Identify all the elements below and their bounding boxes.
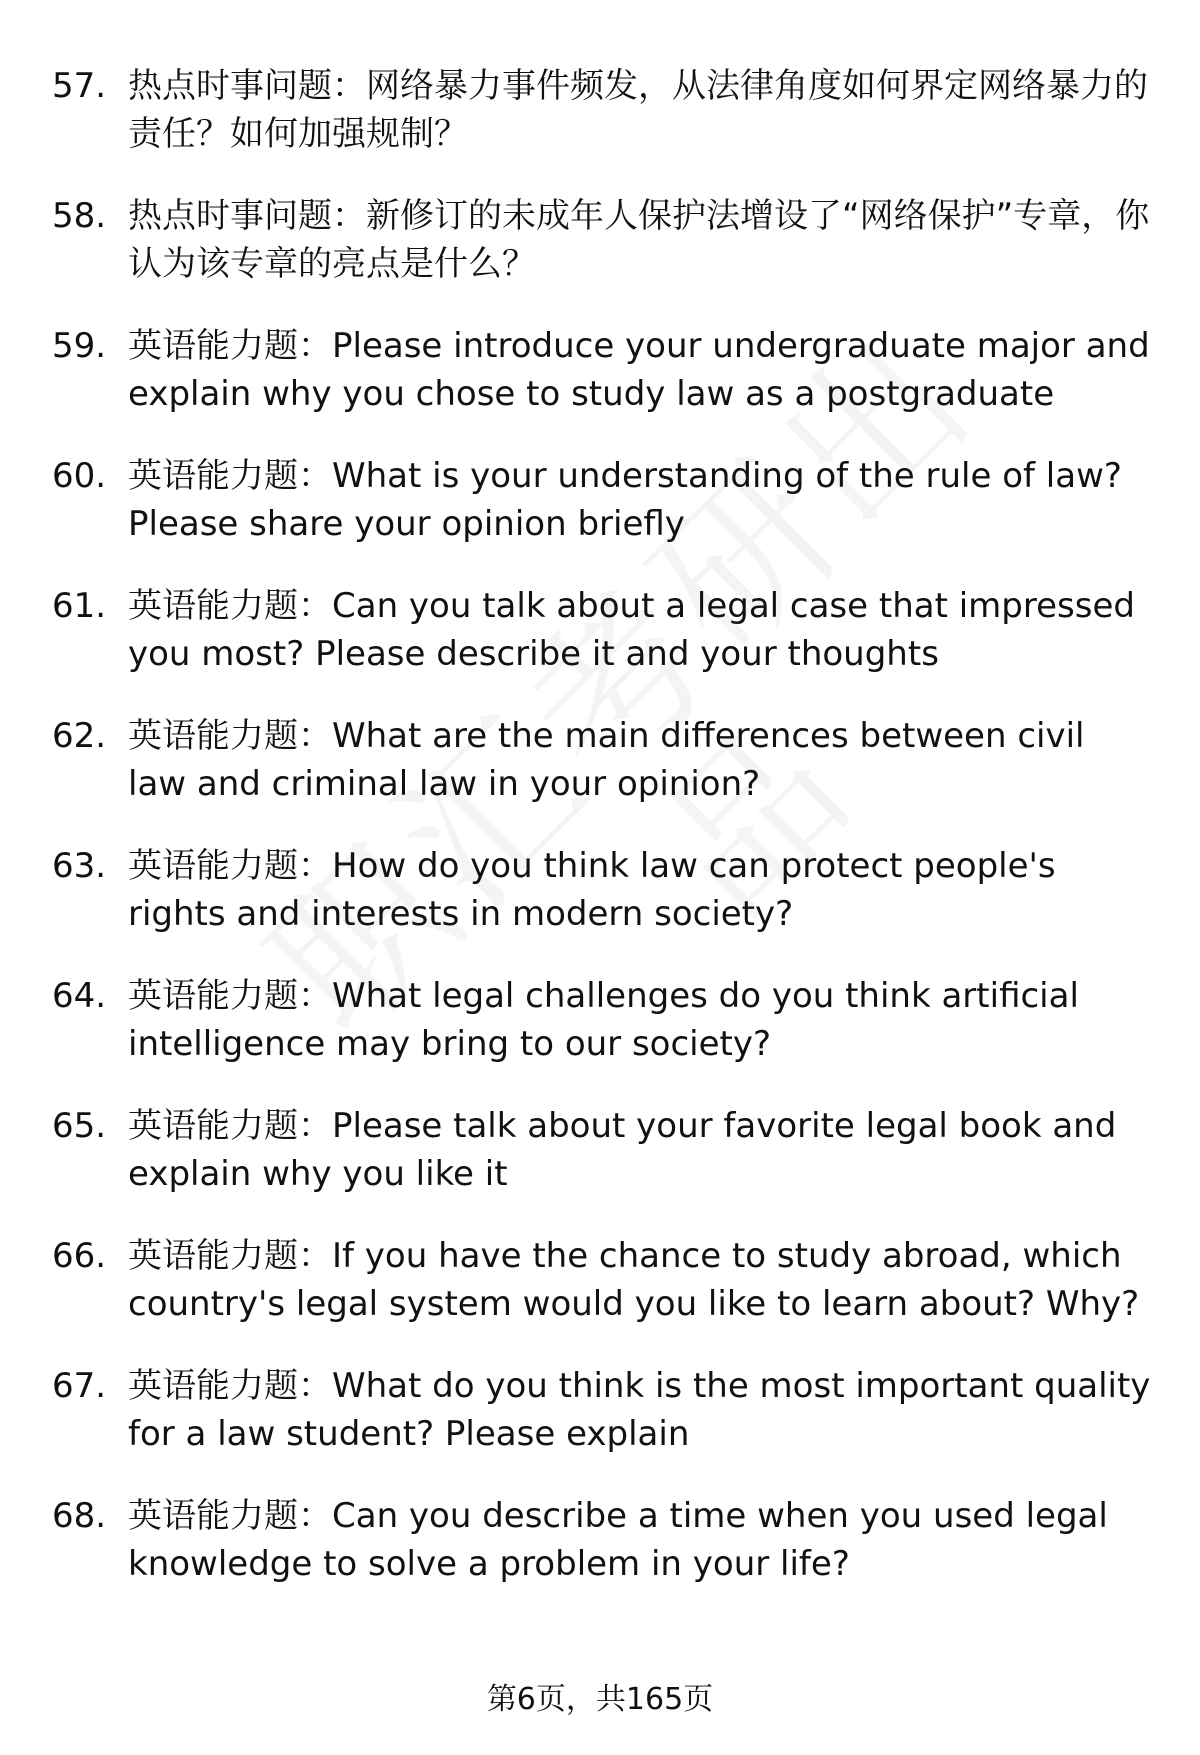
question-item [52,1492,1152,1588]
question-text: 英语能力题：Can you describe a time when you used legal knowledge to solve a problem in your life? [128,1496,1108,1584]
question-item [52,62,1152,158]
question-item [52,712,1152,808]
question-text: 英语能力题：How do you think law can protect people's rights and interests in modern society? [128,846,1056,934]
question-text: 英语能力题：What is your understanding of the rule of law? Please share your opinion briefly [128,456,1122,544]
question-number: 65. [52,1106,107,1146]
question-item [52,322,1152,418]
question-list [52,62,1152,1622]
question-text: 热点时事问题：网络暴力事件频发，从法律角度如何界定网络暴力的责任？如何加强规制？ [128,66,1148,154]
question-item [52,1232,1152,1328]
question-text: 英语能力题：What legal challenges do you think artificial intelligence may bring to our society? [128,976,1079,1064]
question-text: 英语能力题：What do you think is the most important quality for a law student? Please explain [128,1366,1151,1454]
question-item [52,972,1152,1068]
question-number: 57. [52,66,107,106]
question-number: 61. [52,586,107,626]
question-item [52,582,1152,678]
question-number: 62. [52,716,107,756]
question-text: 英语能力题：Please introduce your undergraduate major and explain why you chose to study law as a postgraduate [128,326,1150,414]
question-item [52,842,1152,938]
question-text: 英语能力题：Please talk about your favorite legal book and explain why you like it [128,1106,1117,1194]
question-number: 68. [52,1496,107,1536]
question-number: 64. [52,976,107,1016]
question-text: 英语能力题：What are the main differences between civil law and criminal law in your opinion? [128,716,1085,804]
question-text: 英语能力题：If you have the chance to study abroad, which country's legal system would you like to learn about? Why? [128,1236,1140,1324]
question-item [52,452,1152,548]
question-number: 58. [52,196,107,236]
question-item [52,1362,1152,1458]
question-text: 热点时事问题：新修订的未成年人保护法增设了“网络保护”专章，你认为该专章的亮点是什么？ [128,196,1150,284]
question-number: 63. [52,846,107,886]
question-item [52,192,1152,288]
page-footer: 第6页，共165页 [486,1682,714,1717]
question-item [52,1102,1152,1198]
question-number: 59. [52,326,107,366]
question-number: 67. [52,1366,107,1406]
question-text: 英语能力题：Can you talk about a legal case that impressed you most? Please describe it and your thoughts [128,586,1135,674]
question-number: 60. [52,456,107,496]
question-number: 66. [52,1236,107,1276]
